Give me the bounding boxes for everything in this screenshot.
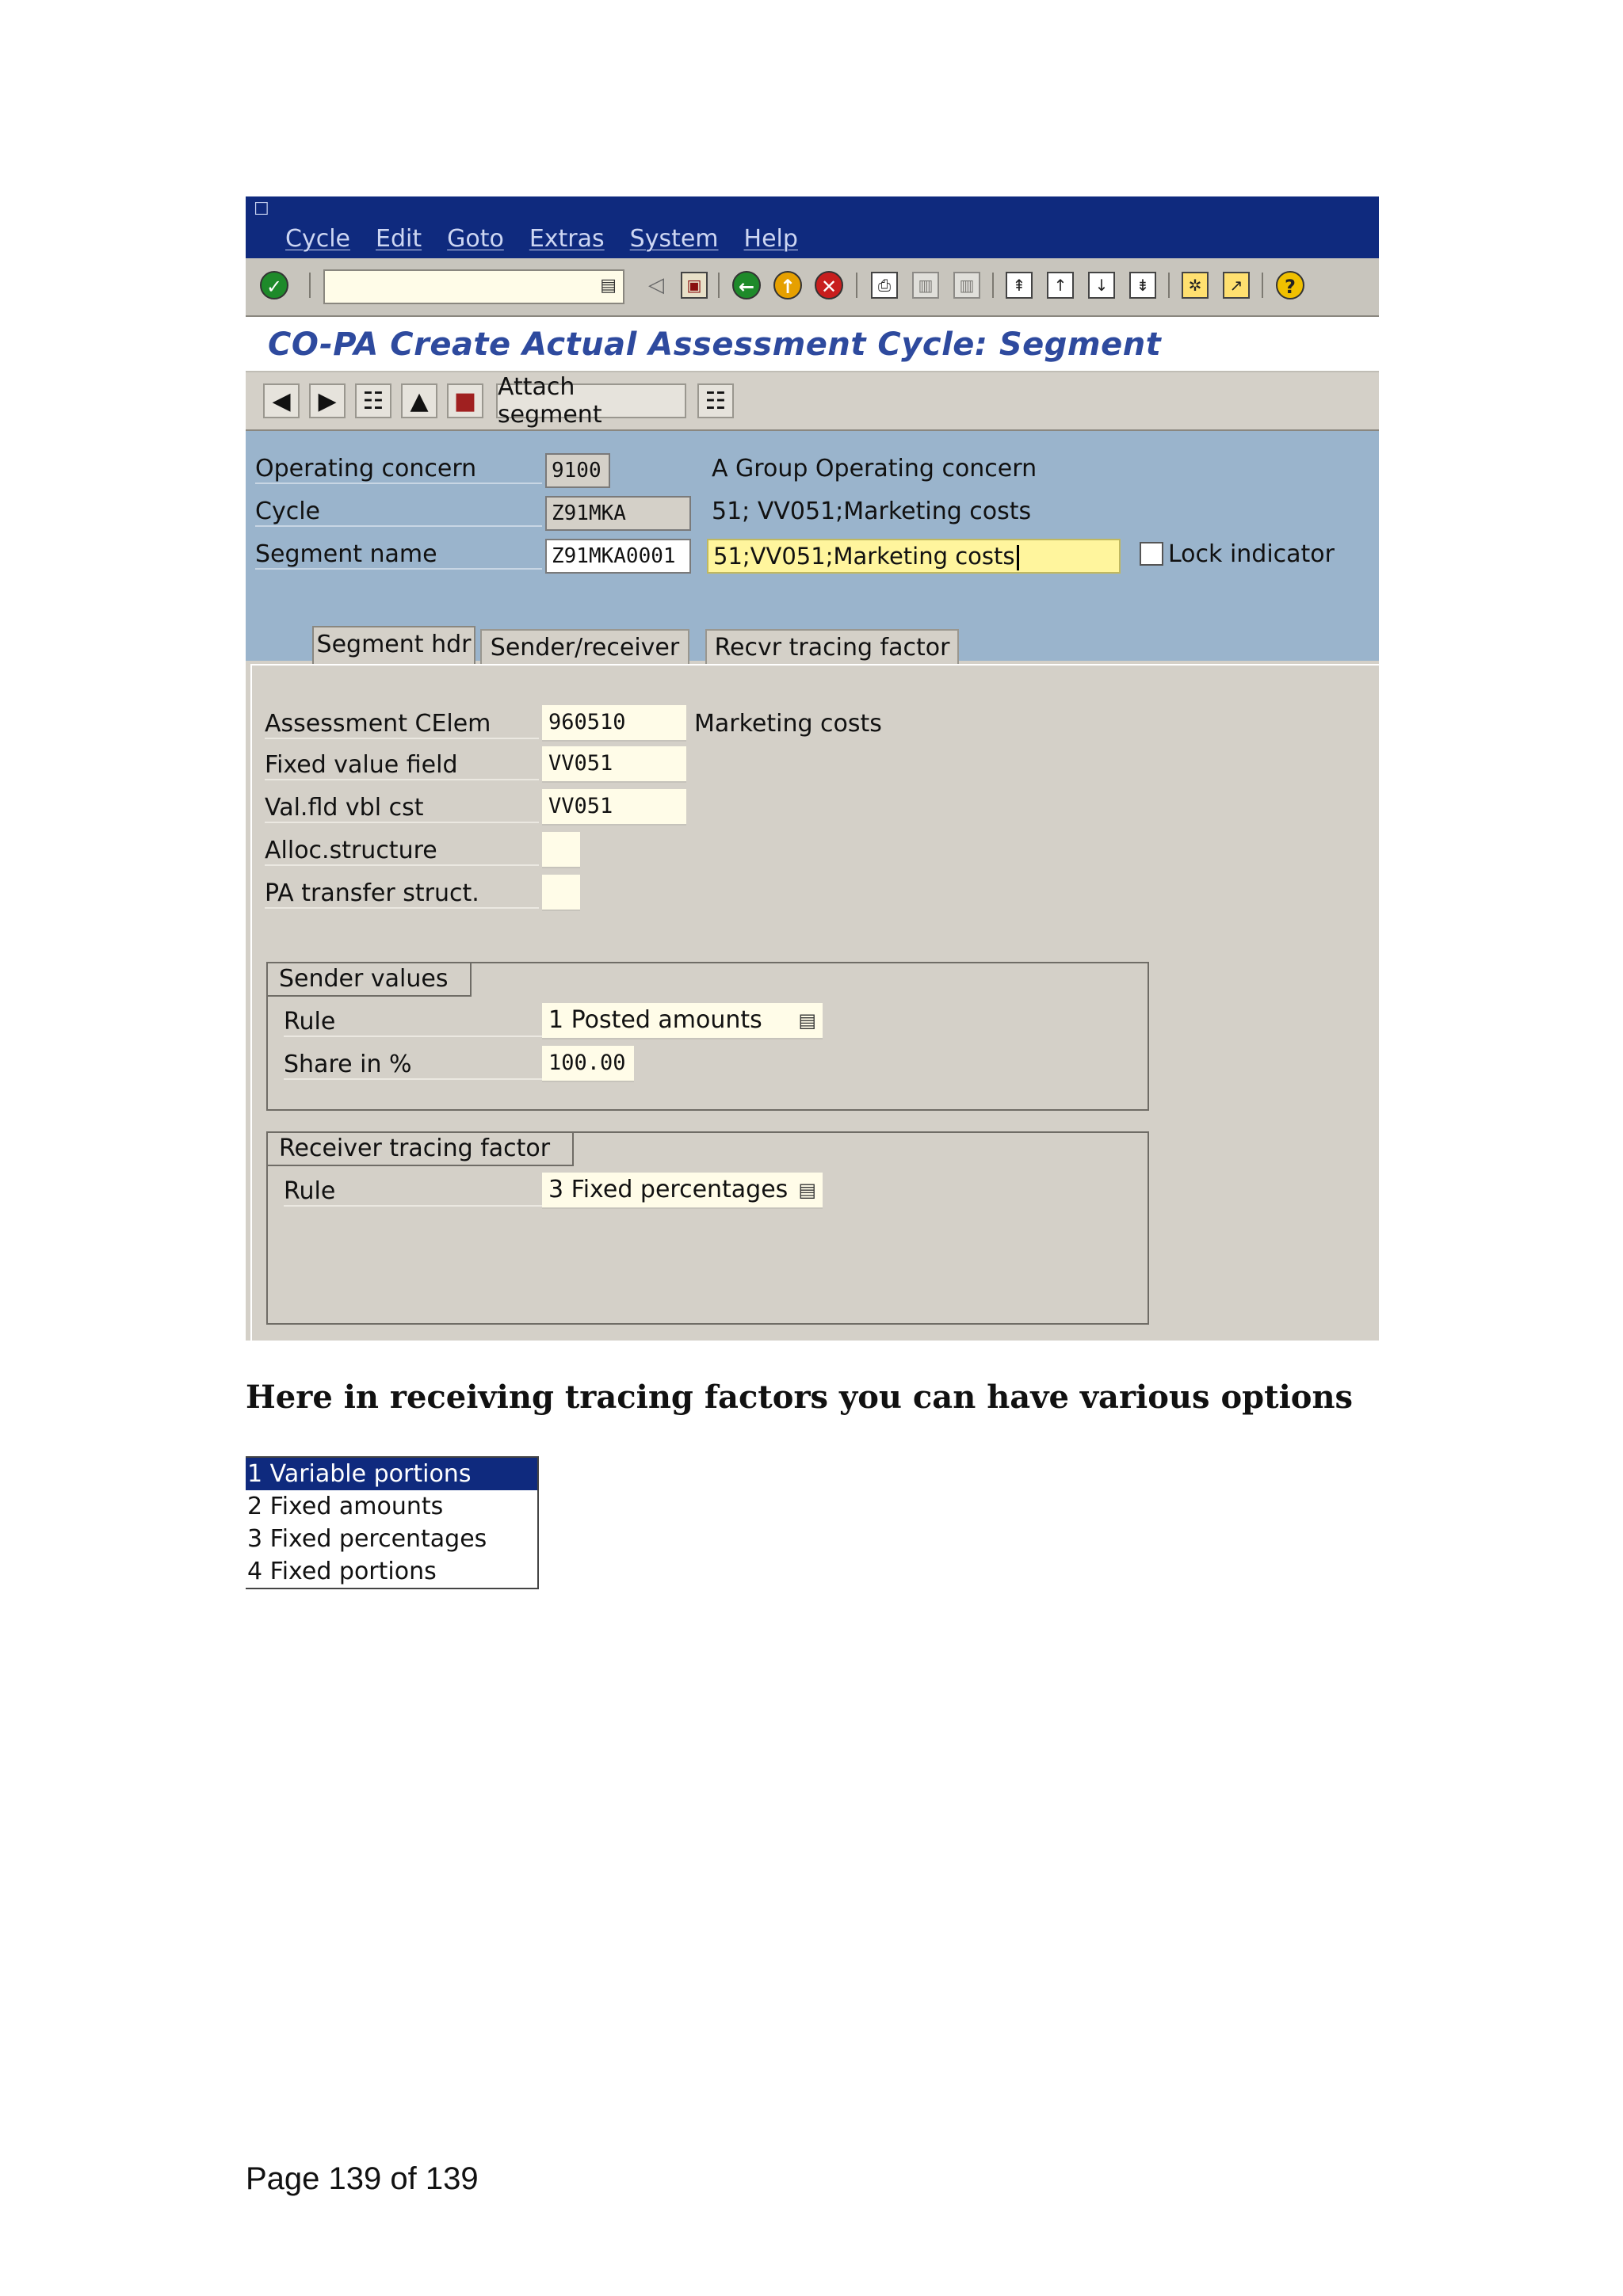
hierarchy-button[interactable] <box>697 383 734 418</box>
previous-segment-button[interactable] <box>263 383 300 418</box>
next-segment-button[interactable] <box>309 383 346 418</box>
receiver-tracing-factor-title: Receiver tracing factor <box>268 1133 574 1166</box>
hierarchy-icon: ☷ <box>705 387 727 415</box>
application-toolbar <box>246 372 1379 432</box>
delete-segment-button[interactable] <box>447 383 483 418</box>
create-session-icon[interactable]: ✲ <box>1179 269 1211 301</box>
sap-window <box>246 196 1379 1341</box>
assessment-celem-label: Assessment CElem <box>265 710 539 739</box>
operating-concern-description: A Group Operating concern <box>712 455 1037 482</box>
val-fld-vbl-cst-field[interactable]: VV051 <box>542 789 686 826</box>
segment-description-field[interactable] <box>707 539 1121 574</box>
collapse-command-icon[interactable]: ◁ <box>648 273 664 297</box>
overview-button[interactable] <box>401 383 437 418</box>
fixed-value-field-input[interactable]: VV051 <box>542 746 686 783</box>
find-button[interactable] <box>355 383 391 418</box>
receiver-rule-label: Rule <box>284 1177 553 1207</box>
sender-rule-dropdown[interactable] <box>542 1003 823 1039</box>
toolbar-separator <box>1262 273 1263 298</box>
share-field[interactable]: 100.00 <box>542 1046 634 1082</box>
dropdown-icon[interactable]: ▤ <box>798 1009 816 1032</box>
val-fld-vbl-cst-label: Val.fld vbl cst <box>265 794 539 823</box>
title-bar <box>246 317 1379 372</box>
menu-extras[interactable]: Extras <box>529 225 605 253</box>
dropdown-icon[interactable]: ▤ <box>798 1179 816 1201</box>
toolbar-separator <box>856 273 857 298</box>
option-fixed-portions[interactable]: 4 Fixed portions <box>247 1558 437 1585</box>
menu-edit[interactable]: Edit <box>376 225 422 253</box>
operating-concern-label: Operating concern <box>255 455 542 484</box>
segment-name-label: Segment name <box>255 540 542 570</box>
option-fixed-percentages[interactable]: 3 Fixed percentages <box>247 1525 487 1553</box>
command-field[interactable] <box>323 269 624 304</box>
fixed-value-field-label: Fixed value field <box>265 751 539 780</box>
text-cursor <box>1017 545 1019 570</box>
back-icon[interactable]: ← <box>731 269 762 301</box>
binoculars-icon: ☷ <box>362 387 384 415</box>
sender-rule-label: Rule <box>284 1008 553 1037</box>
first-page-icon[interactable]: ⇞ <box>1003 269 1035 301</box>
share-label: Share in % <box>284 1051 553 1080</box>
receiver-rule-dropdown[interactable] <box>542 1173 823 1209</box>
cycle-field: Z91MKA <box>545 496 691 531</box>
standard-toolbar <box>246 258 1379 317</box>
sender-values-group <box>266 962 1149 1111</box>
toolbar-separator <box>309 273 311 298</box>
assessment-celem-field[interactable]: 960510 <box>542 705 686 742</box>
menu-system[interactable]: System <box>629 225 719 253</box>
options-list <box>246 1456 539 1589</box>
alloc-structure-label: Alloc.structure <box>265 837 539 866</box>
find-icon[interactable]: ▥ <box>910 269 941 301</box>
mountain-icon: ▲ <box>410 387 429 415</box>
segment-description-value: 51;VV051;Marketing costs <box>713 543 1015 570</box>
cycle-description: 51; VV051;Marketing costs <box>712 498 1032 525</box>
menubar <box>246 196 1379 258</box>
sender-rule-value: 1 Posted amounts <box>548 1006 762 1034</box>
receiver-rule-value: 3 Fixed percentages <box>548 1176 789 1203</box>
exit-icon[interactable]: ↑ <box>772 269 804 301</box>
tab-sender-receiver[interactable]: Sender/receiver <box>480 629 689 664</box>
option-fixed-amounts[interactable]: 2 Fixed amounts <box>247 1493 444 1520</box>
print-icon[interactable]: ⎙ <box>869 269 900 301</box>
assessment-celem-description: Marketing costs <box>694 710 882 738</box>
toolbar-separator <box>718 273 720 298</box>
pa-transfer-struct-field[interactable] <box>542 875 580 911</box>
previous-page-icon[interactable]: ↑ <box>1044 269 1076 301</box>
toolbar-separator <box>992 273 994 298</box>
tab-recvr-tracing-factor[interactable]: Recvr tracing factor <box>705 629 959 664</box>
lock-indicator-label: Lock indicator <box>1168 540 1335 568</box>
page-title: CO-PA Create Actual Assessment Cycle: Segment <box>268 326 1162 363</box>
last-page-icon[interactable]: ⇟ <box>1127 269 1159 301</box>
tab-segment-hdr[interactable]: Segment hdr <box>312 626 475 664</box>
next-page-icon[interactable]: ↓ <box>1086 269 1117 301</box>
menu-help[interactable]: Help <box>743 225 798 253</box>
trash-icon: ■ <box>453 387 477 415</box>
triangle-left-icon: ◀ <box>272 387 291 415</box>
lock-indicator-checkbox[interactable] <box>1140 542 1163 566</box>
option-variable-portions[interactable]: 1 Variable portions <box>246 1458 537 1490</box>
sender-values-title: Sender values <box>268 963 472 997</box>
menu-items <box>246 223 798 255</box>
triangle-right-icon: ▶ <box>318 387 337 415</box>
menu-goto[interactable]: Goto <box>447 225 504 253</box>
alloc-structure-field[interactable] <box>542 832 580 868</box>
menu-cycle[interactable]: Cycle <box>285 225 350 253</box>
find-next-icon[interactable]: ▥ <box>951 269 983 301</box>
shortcut-icon[interactable]: ↗ <box>1220 269 1252 301</box>
cancel-icon[interactable]: ✕ <box>813 269 845 301</box>
segment-hdr-panel <box>250 664 1379 1341</box>
enter-icon[interactable]: ✓ <box>258 269 290 301</box>
command-history-icon[interactable]: ▤ <box>600 276 617 296</box>
operating-concern-field: 9100 <box>545 453 610 488</box>
pa-transfer-struct-label: PA transfer struct. <box>265 879 539 909</box>
save-icon[interactable]: ▣ <box>678 269 710 301</box>
page-footer: Page 139 of 139 <box>246 2161 479 2196</box>
cycle-label: Cycle <box>255 498 542 527</box>
attach-segment-button[interactable]: Attach segment <box>496 383 686 418</box>
help-icon[interactable]: ? <box>1274 269 1306 301</box>
receiver-tracing-factor-group <box>266 1131 1149 1325</box>
system-menu-icon[interactable]: ☐ <box>254 200 269 219</box>
segment-name-field[interactable]: Z91MKA0001 <box>545 539 691 574</box>
caption-text: Here in receiving tracing factors you can have various options <box>246 1379 1354 1416</box>
toolbar-separator <box>1168 273 1170 298</box>
